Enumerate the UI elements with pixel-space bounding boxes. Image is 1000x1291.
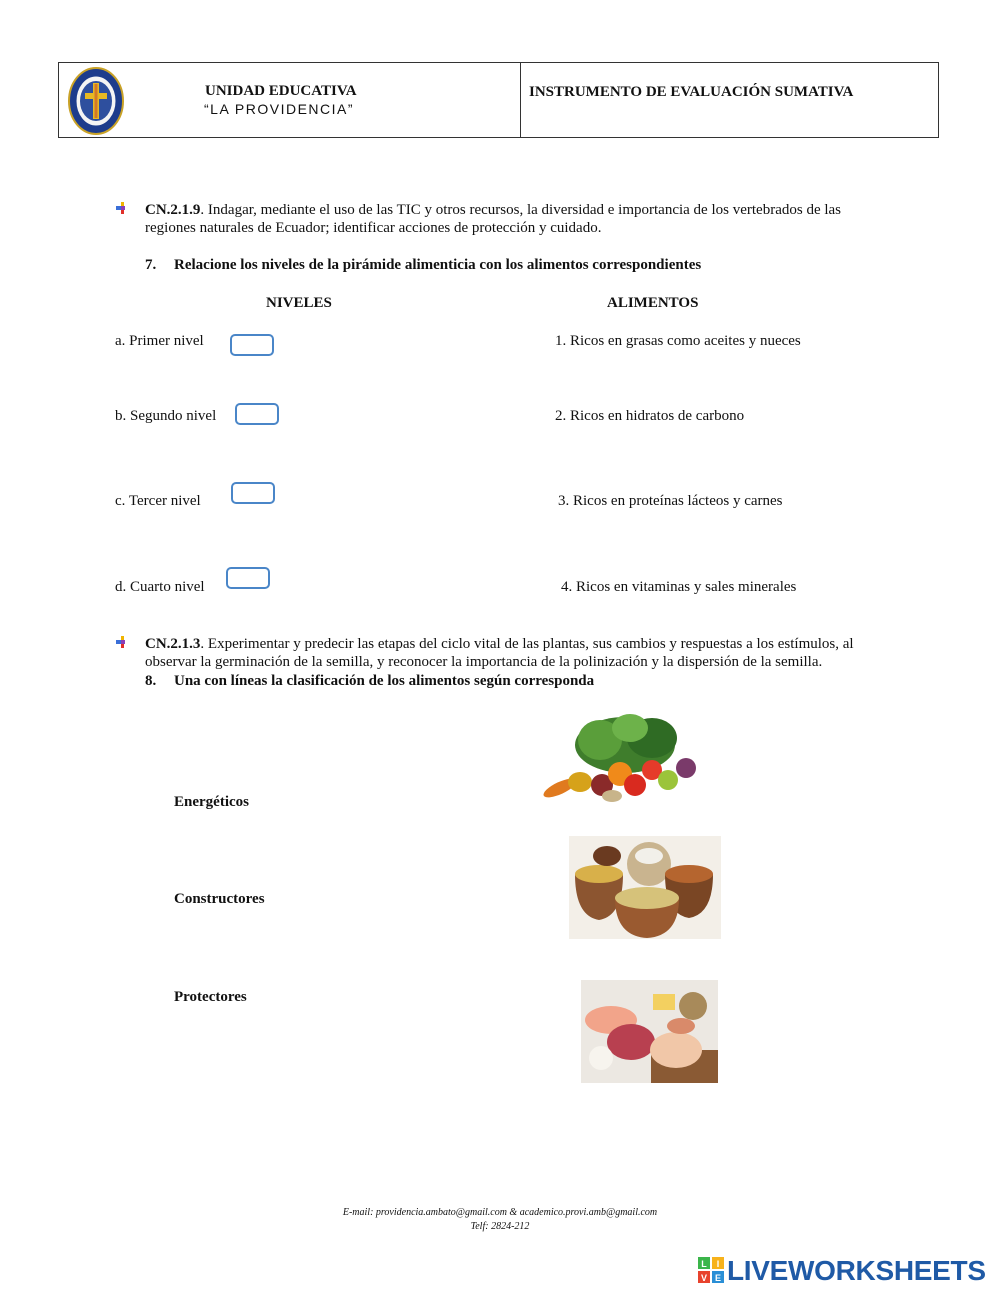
liveworksheets-brand[interactable]: LIVEWORKSHEETS bbox=[727, 1255, 986, 1286]
level-item: d. Cuarto nivel bbox=[115, 579, 205, 595]
answer-input-level-a[interactable] bbox=[230, 334, 274, 356]
category-protectores: Protectores bbox=[174, 989, 247, 1005]
category-constructores: Constructores bbox=[174, 891, 265, 907]
column-header-foods: ALIMENTOS bbox=[607, 295, 699, 311]
competency-cn213 bbox=[145, 635, 890, 671]
level-item: b. Segundo nivel bbox=[115, 408, 217, 424]
document-title: INSTRUMENTO DE EVALUACIÓN SUMATIVA bbox=[529, 84, 854, 100]
school-crest-icon bbox=[67, 66, 125, 136]
footer-phone: Telf: 2824-212 bbox=[470, 1221, 530, 1232]
vegetables-fruits-image bbox=[540, 710, 700, 806]
column-header-levels: NIVELES bbox=[266, 295, 332, 311]
food-item: 3. Ricos en proteínas lácteos y carnes bbox=[558, 493, 783, 509]
answer-input-level-c[interactable] bbox=[231, 482, 275, 504]
bullet-icon bbox=[116, 636, 128, 648]
liveworksheets-logo-icon bbox=[698, 1257, 724, 1283]
logo-letter: L bbox=[701, 1259, 707, 1269]
footer-email: E-mail: providencia.ambato@gmail.com & academico.provi.amb@gmail.com bbox=[342, 1207, 658, 1218]
competency-code: CN.2.1.9 bbox=[145, 202, 201, 218]
question-7-number: 7. bbox=[145, 257, 157, 273]
answer-input-level-b[interactable] bbox=[235, 403, 279, 425]
category-energeticos: Energéticos bbox=[174, 794, 249, 810]
logo-letter: I bbox=[716, 1259, 720, 1269]
competency-code: CN.2.1.3 bbox=[145, 636, 201, 652]
header-divider bbox=[520, 62, 521, 138]
logo-letter: V bbox=[700, 1273, 708, 1283]
competency-text: . Indagar, mediante el uso de las TIC y otros recursos, la diversidad e importancia de los vertebrados de las regiones naturales de Ecuador; identificar acciones de protección y cuidado. bbox=[145, 202, 842, 236]
level-item: c. Tercer nivel bbox=[115, 493, 201, 509]
food-item: 1. Ricos en grasas como aceites y nueces bbox=[555, 333, 801, 349]
grains-legumes-image bbox=[569, 836, 721, 939]
question-8-text: Una con líneas la clasificación de los alimentos según corresponda bbox=[174, 673, 595, 689]
meats-proteins-image bbox=[581, 980, 718, 1083]
answer-input-level-d[interactable] bbox=[226, 567, 270, 589]
logo-letter: E bbox=[714, 1273, 722, 1283]
school-subtitle: “LA PROVIDENCIA” bbox=[204, 101, 355, 117]
food-item: 2. Ricos en hidratos de carbono bbox=[555, 408, 745, 424]
bullet-icon bbox=[116, 202, 128, 214]
level-item: a. Primer nivel bbox=[115, 333, 204, 349]
competency-cn219 bbox=[145, 201, 890, 237]
school-name: UNIDAD EDUCATIVA bbox=[205, 83, 357, 99]
question-7-text: Relacione los niveles de la pirámide alimenticia con los alimentos correspondientes bbox=[174, 257, 702, 273]
food-item: 4. Ricos en vitaminas y sales minerales bbox=[561, 579, 797, 595]
competency-text: . Experimentar y predecir las etapas del ciclo vital de las plantas, sus cambios y respuestas a los estímulos, al observar la germinación de la semilla, y reconocer la importancia de la polinización y la dispersión de la semilla. bbox=[145, 636, 854, 670]
question-8-number: 8. bbox=[145, 673, 157, 689]
